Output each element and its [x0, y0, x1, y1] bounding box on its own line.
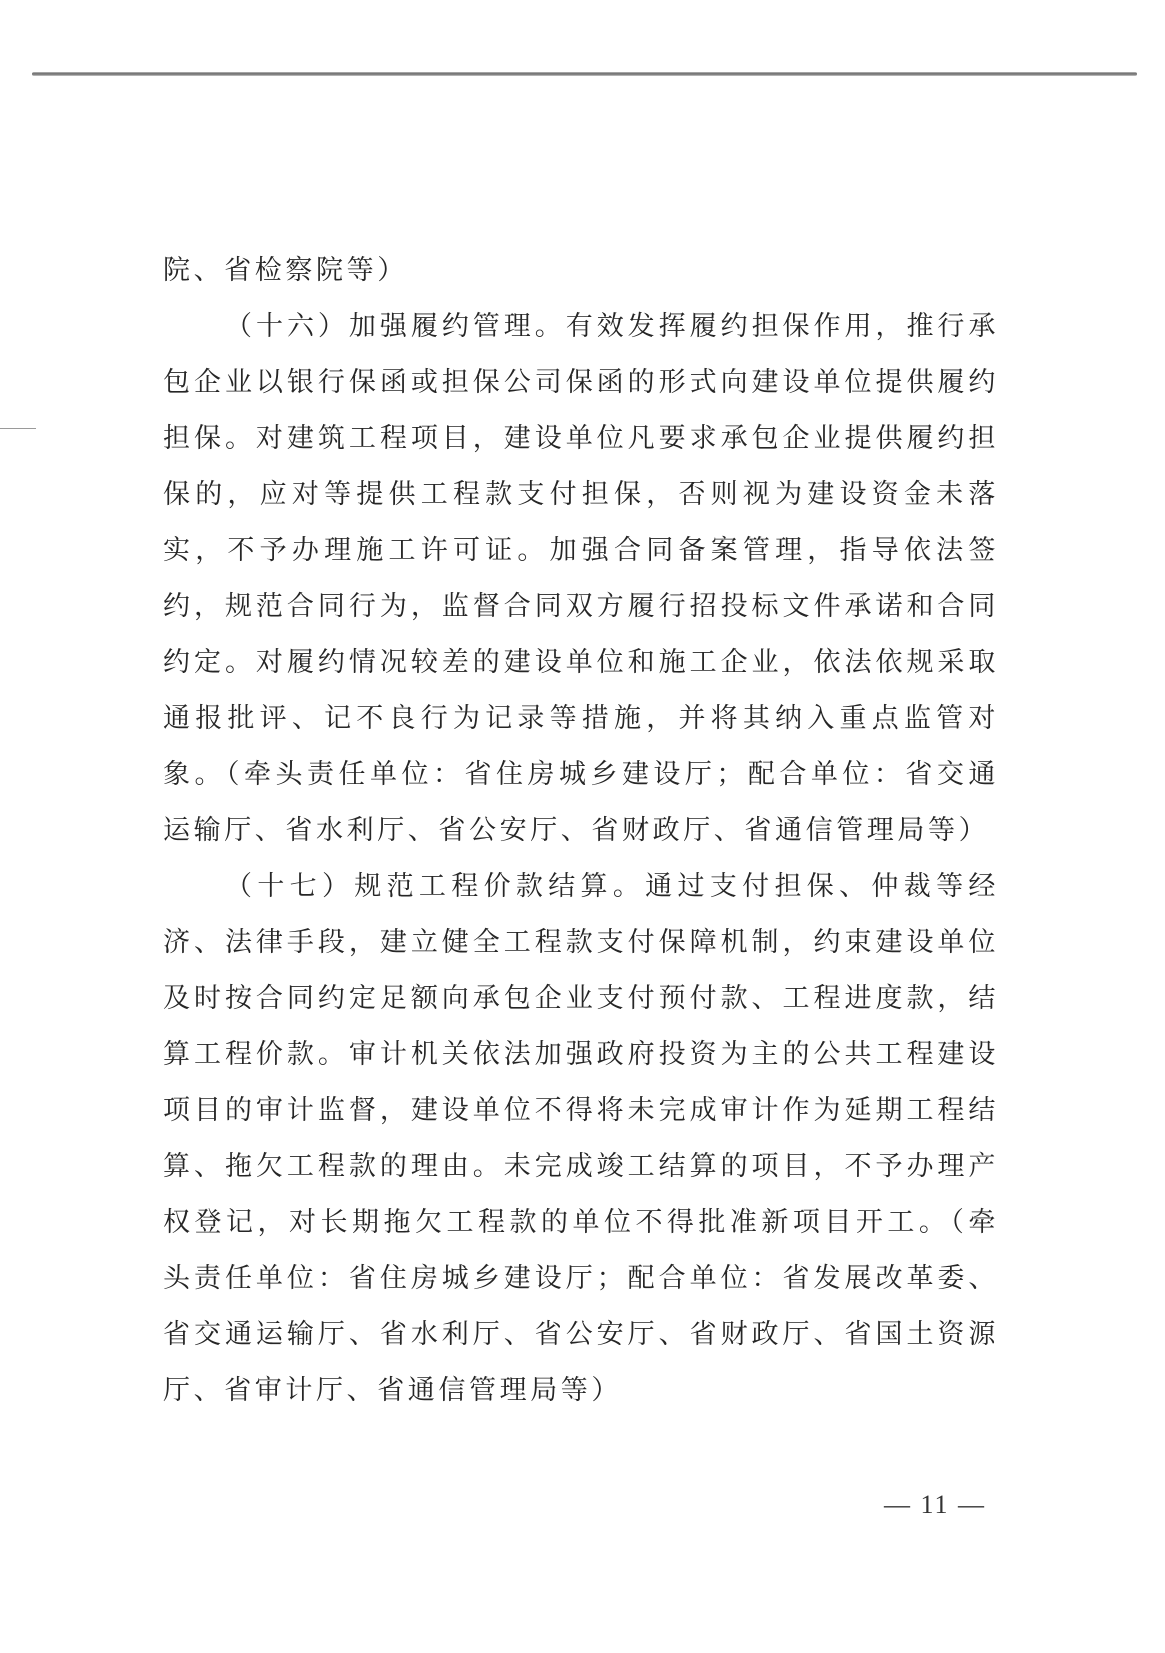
- paragraph-section-17: （十七）规范工程价款结算。通过支付担保、仲裁等经济、法律手段，建立健全工程款支付保障机制，约束建设单位及时按合同约定足额向承包企业支付预付款、工程进度款，结算工程价款。审计机关依法加强政府投资为主的公共工程建设项目的审计监督，建设单位不得将未完成审计作为延期工程结算、拖欠工程款的理由。未完成竣工结算的项目，不予办理产权登记，对长期拖欠工程款的单位不得批准新项目开工。（牵头责任单位：省住房城乡建设厅；配合单位：省发展改革委、省交通运输厅、省水利厅、省公安厅、省财政厅、省国土资源厅、省审计厅、省通信管理局等）: [163, 871, 999, 1406]
- document-body: [163, 243, 999, 1419]
- header-rule: [32, 72, 1137, 76]
- margin-mark: [0, 428, 36, 429]
- page-number: — 11 —: [883, 1490, 987, 1519]
- paragraph-section-16: （十六）加强履约管理。有效发挥履约担保作用，推行承包企业以银行保函或担保公司保函的形式向建设单位提供履约担保。对建筑工程项目，建设单位凡要求承包企业提供履约担保的，应对等提供工程款支付担保，否则视为建设资金未落实，不予办理施工许可证。加强合同备案管理，指导依法签约，规范合同行为，监督合同双方履行招投标文件承诺和合同约定。对履约情况较差的建设单位和施工企业，依法依规采取通报批评、记不良行为记录等措施，并将其纳入重点监管对象。（牵头责任单位：省住房城乡建设厅；配合单位：省交通运输厅、省水利厅、省公安厅、省财政厅、省通信管理局等）: [163, 311, 999, 846]
- paragraph-continuation: 院、省检察院等）: [163, 255, 408, 286]
